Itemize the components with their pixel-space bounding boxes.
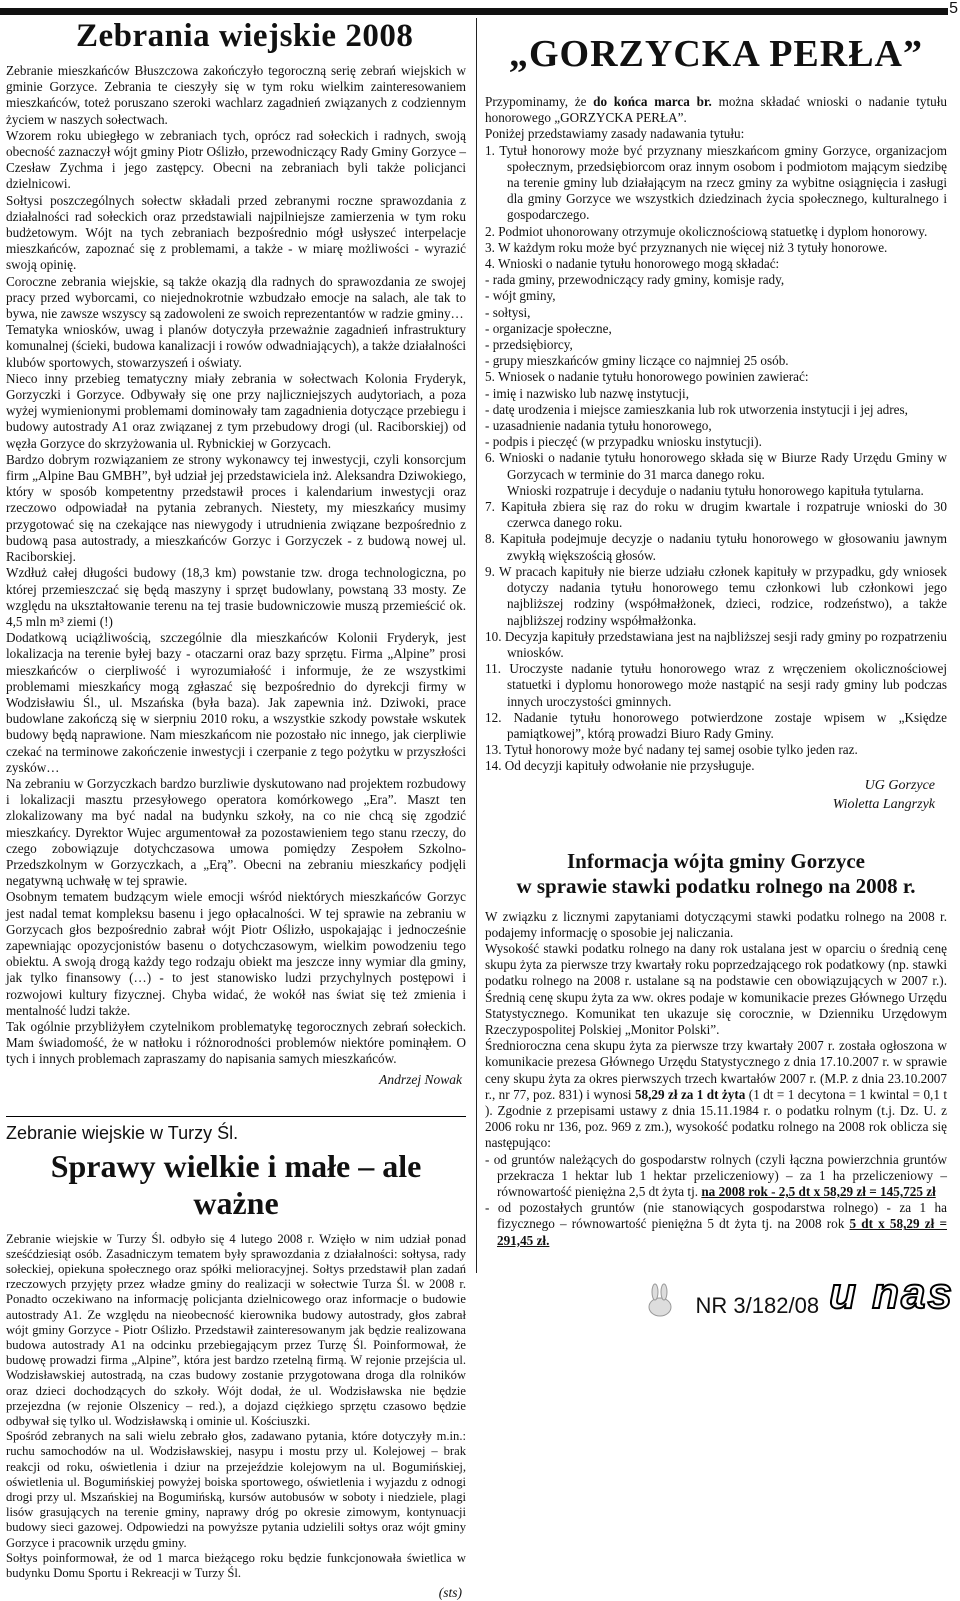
paragraph: Tematyka wniosków, uwag i planów dotyczyła przeważnie zagadnień infrastruktury komunalnej (ścieki, budowa kanalizacji i rowów odwadniających), a także działalności klubów sportowych, stowarzyszeń i oświaty. — [6, 322, 466, 370]
paragraph: Nieco inny przebieg tematyczny miały zebrania w sołectwach Kolonia Fryderyk, Gorzyczki i Gorzyce. Odbywały się one przy najliczniejszych audytoriach, a poza wyżej wymienionymi problemami dominowały tam zagadnienia dotyczące przebiegu i budowy autostrady A1 oraz związanej z tym przebudowy drogi (ul. Raciborskiej) od węzła Gorzyce do skrzyżowania ul. Rybnickiej w Gorzycach. — [6, 370, 466, 451]
section-kicker: Zebranie wiejskie w Turzy Śl. — [6, 1116, 466, 1144]
rule-item: 9. W pracach kapituły nie bierze udziału członek kapituły w przypadku, gdy wniosek dotyczy nadania tytułu honorowego temu członkowi lub członkowi jego najbliższej rodziny (współmałżonek, dzieci, rodzice, rodzeństwo), a także najbliższej rodziny współmałżonka. — [485, 563, 947, 628]
perla-signature-1: UG Gorzyce — [864, 777, 935, 793]
publication-logo: u nas — [829, 1269, 954, 1318]
tax-list — [485, 1152, 947, 1249]
paragraph: Średniorocznа cena skupu żyta za pierwsze trzy kwartały 2007 r. została ogłoszona w komunikacie prezesa Głównego Urzędu Statystycznego z dnia 17.10.2007 r. w sprawie ceny skupu żyta za okres pierwszych trzech kwartałów 2007 r. (M.P. z dnia 23.10.2007 r., nr 77, poz. 831) i wynosi 58,29 zł za 1 dt żyta (1 dt = 1 decytona = 1 kwintal = 0,1 t ). Zgodnie z przepisami ustawy z dnia 15.11.1984 r. o podatku rolnym (t.j. Dz. U. z 2006 roku nr 136, poz. 969 z zm.), wysokość podatku rolnego na 2008 rok oblicza się następująco: — [485, 1038, 948, 1151]
article-body — [6, 63, 466, 1068]
paragraph: Sołtys poinformował, że od 1 marca bieżącego roku będzie funkcjonowała świetlica w budynku Domu Sportu i Rekreacji w Turzy Śl. — [6, 1550, 466, 1581]
rule-item: - organizacje społeczne, — [485, 320, 612, 336]
rule-item: - przedsiębiorcy, — [485, 337, 573, 353]
info-title — [485, 849, 947, 899]
rule-item: - podpis i pieczęć (w przypadku wniosku instytucji). — [485, 434, 762, 450]
info-title-line-2: w sprawie stawki podatku rolnego na 2008 r. — [516, 873, 916, 898]
rule-item: 14. Od decyzji kapituły odwołanie nie przysługuje. — [485, 758, 755, 774]
tax-body — [485, 909, 947, 1249]
rule-item: 12. Nadanie tytułu honorowego potwierdzone zostaje wpisem w „Księdze pamiątkowej”, którą prowadzi Biuro Rady Gminy. — [485, 709, 947, 741]
right-column — [485, 18, 947, 1249]
rule-item: - sołtysi, — [485, 304, 531, 320]
page-number: 5 — [949, 0, 958, 17]
article-title: Zebrania wiejskie 2008 — [76, 18, 414, 54]
issue-number: NR 3/182/08 — [695, 1293, 820, 1318]
rule-item: - uzasadnienie nadania tytułu honorowego, — [485, 418, 712, 434]
left-column — [6, 18, 466, 1601]
perla-title: „GORZYCKA PERŁA” — [509, 33, 923, 75]
rule-item: - rada gminy, przewodniczący rady gminy, komisje rady, — [485, 272, 785, 288]
paragraph: Zebranie wiejskie w Turzy Śl. odbyło się 4 lutego 2008 r. Wzięło w nim udział ponad sześćdziesiąt osób. Zasadniczym tematem były sprawozdania z działalności: sołtysa, rady sołeckiej, opiekuna społecznego oraz spółki melioracyjnej. Sołtys przedstawił plan zadań rzeczowych przyjęty przez władze gminy do realizacji w sołectwie Turza Śl. w 2008 r. Ponadto oczekiwano na informację policjanta dzielnicowego oraz informacje o budowie autostrady A1. Ze względu na nieobecność kierownika budowy autostrady, głos zabrał wójt gminy Gorzyce - Piotr Oślizło. Przedstawił zainteresowanym jak będzie realizowana budowa autostrady A1 na odcinku przebiegającym przez Turzę Śl. Poinformował, że budowę prowadzi firma „Alpine”, która jest bardzo rzetelną firmą. W rejonie przejścia ul. Wodzisławskiej autostradą, na czas budowy zostanie przygotowana droga dla rolników oraz dzieci dochodzących do szkoły. Wójt dodał, że ul. Wodzisławska nie będzie przejezdna (w rejonie Olszenicy – red.), a dojazd ciężkiego sprzętu czasowo będzie odbywał się tylko ul. Wodzisławską i ominie ul. Kościuszki. — [6, 1231, 466, 1429]
paragraph: Wzorem roku ubiegłego w zebraniach tych, oprócz rad sołeckich i radnych, swoją obecność zaznaczył wójt gminy Piotr Oślizło, przewodniczący Rady Gminy Gorzyce – Czesław Zychma i jego zastępcy. Obecni na zebraniach byli także policjanci dzielnicowi. — [6, 127, 466, 192]
page-footer — [696, 1269, 954, 1319]
rule-item: Wnioski rozpatruje i decyduje o nadaniu tytułu honorowego kapituła tytularna. — [507, 482, 924, 498]
rule-item: 8. Kapituła podejmuje decyzje o nadaniu tytułu honorowego w głosowaniu jawnym zwykłą większością głosów. — [485, 531, 947, 563]
perla-signature-2: Wioletta Langrzyk — [832, 796, 935, 812]
section-title: Sprawy wielkie i małe – ale ważne — [50, 1147, 422, 1221]
rule-item: - wójt gminy, — [485, 288, 556, 304]
paragraph: W związku z licznymi zapytaniami dotyczącymi stawki podatku rolnego na 2008 r. podajemy informację o sposobie jej naliczania. — [485, 908, 947, 940]
list-item: - od gruntów należących do gospodarstw rolnych (czyli łączna powierzchnia gruntów przekracza 1 hektar lub 1 hektar przeliczeniowy) – za 1 ha przeliczeniowy – równowartość pieniężna 2,5 dt żyta tj. na 2008 rok - 2,5 dt x 58,29 zł = 145,725 zł — [485, 1151, 947, 1199]
rule-item: 13. Tytuł honorowy może być nadany tej samej osobie tylko jeden raz. — [485, 742, 858, 758]
rule-item: 7. Kapituła zbiera się raz do roku w drugim kwartale i rozpatruje wnioski do 30 czerwca danego roku. — [485, 499, 947, 531]
section-body — [6, 1232, 466, 1582]
section-author: (sts) — [438, 1585, 462, 1601]
rules-list — [485, 143, 947, 775]
paragraph: Dodatkową uciążliwością, szczególnie dla mieszkańców Kolonii Fryderyk, jest lokalizacja na terenie byłej bazy - otaczarni oraz bazy sprzętu. Firma „Alpine” prosi mieszkańców o cierpliwość i wyrozumiałość i informuje, że ze wszystkimi problemami mieszkańcy mogą zgłaszać się bezpośrednio do dyrekcji firmy w Wodzisławiu Śl., ul. Mszańska (była baza). Jak zapewnia inż. Dziwoki, prace budowlane zakończą się w sierpniu 2010 roku, a wszystkie szkody powstałe wskutek budowy będą naprawione. Nam mieszkańcom nie pozostało nic innego, jak cierpliwie czekać na terminowe zakończenie inwestycji i czerpanie z tego pożytku w przyszłości zysków… — [6, 630, 466, 775]
paragraph: Spośród zebranych na sali wielu zebrało głos, zadawano pytania, które dotyczyły m.in.: ruchu samochodów na ul. Wodzisławskiej, nasypu i mostu przy ul. Kolejowej – brak reakcji od roku, oświetlenia i dziur na przejeździe kolejowym na ul. Bogumińskiej, oświetlenia ul. Bogumińskiej powyżej boiska sportowego, oświetlenia i wyjazdu z odnogi drogi przy ul. Mszańskiej na Bogumińską, kursów autobusów w soboty i niedziele, plagi lisów grasujących na terenie gminy, naprawy dróg po okresie zimowym, kontynuacji budowy sieci gazowej. Odpowiedzi na powyższe pytania udzielili sołtys oraz wójt gminy Gorzyce i pracownik urzędu gminy. — [6, 1429, 466, 1550]
rule-item: 2. Podmiot uhonorowany otrzymuje okolicznościową statuetkę i dyplom honorowy. — [485, 223, 928, 239]
rule-item: 10. Decyzja kapituły przedstawiana jest na najbliższej sesji rady gminy po rozpatrzeniu wniosków. — [485, 628, 947, 660]
rule-item: - datę urodzenia i miejsce zamieszkania lub rok utworzenia instytucji i jej adres, — [485, 401, 908, 417]
perla-intro: Przypominamy, że do końca marca br. można składać wnioski o nadanie tytułu honorowego „GORZYCKA PERŁA”. — [485, 94, 947, 126]
paragraph: Bardzo dobrym rozwiązaniem ze strony wykonawcy tej inwestycji, czyli konsorcjum firm „Alpine Bau GMBH”, był udział jej przedstawiciela inż. Aleksandra Dziwokiego, który w sposób kompetentny przedstawił proces i kalendarium inwestycji oraz rzeczowo odpowiadał na pytania zebranych. Niestety, my mieszkańcy musimy przygotować się na czekające nas niewygody i utrudnienia związane bezpośrednio z budową pasa autostrady, a mieszkańców Gorzyc i Gorzyczek - z budową nowej ul. Raciborskiej. — [6, 451, 466, 565]
rabbit-logo-icon — [640, 1283, 680, 1319]
rule-item: 11. Uroczyste nadanie tytułu honorowego wraz z wręczeniem okolicznościowej statuetki i dyplomu honorowego może nastąpić na sesji rady gminy lub podczas innych uroczystości gminnych. — [485, 661, 947, 709]
rule-item: 6. Wnioski o nadanie tytułu honorowego składa się w Biurze Rady Urzędu Gminy w Gorzycach w terminie do 31 marca danego roku. — [485, 450, 947, 482]
paragraph: Sołtysi poszczególnych sołectw składali przed zebranymi roczne sprawozdania z działalności rad sołeckich oraz przedstawiali najpilniejsze zamierzenia w tym roku budżetowym. Wójt na tych zebraniach bezpośrednio mógł usłyszeć interpelacje mieszkańców, zapoznać się z problemami, a także - w miarę możliwości - wyrazić swoją opinię. — [6, 192, 466, 273]
rule-item: - grupy mieszkańców gminy liczące co najmniej 25 osób. — [485, 353, 789, 369]
rule-item: 5. Wniosek o nadanie tytułu honorowego powinien zawierać: — [485, 369, 809, 385]
top-rule — [0, 8, 948, 15]
paragraph: Wysokość stawki podatku rolnego na dany rok ustalana jest w oparciu o średnią cenę skupu żyta za pierwsze trzy kwartały roku poprzedzającego rok podatkowy (np. stawki podatku rolnego na 2008 r. ustalane są na podstawie cen obowiązujących w 2007 r.). Średnią cenę skupu żyta za ww. okres podaje w komunikacie prezes Głównego Urzędu Statystycznego. Komunikat ten ukazuje się corocznie, w Dzienniku Urzędowym Rzeczypospolitej Polskiej „Monitor Polski”. — [485, 940, 947, 1037]
paragraph: Zebranie mieszkańców Błuszczowa zakończyło tegoroczną serię zebrań wiejskich w gminie Gorzyce. Zebrania te cieszyły się w tym roku wielkim zainteresowaniem mieszkańców, toteż poruszano szeroki wachlarz zagadnień związanych z codziennym życiem w naszych sołectwach. — [6, 63, 466, 127]
rule-item: 4. Wnioski o nadanie tytułu honorowego mogą składać: — [485, 256, 780, 272]
article-author: Andrzej Nowak — [379, 1071, 462, 1087]
rule-item: 3. W każdym roku może być przyznanych nie więcej niż 3 tytuły honorowe. — [485, 239, 888, 255]
paragraph: Wzdłuż całej długości budowy (18,3 km) powstanie tzw. droga technologiczna, po której przemieszczać się będą maszyny i sprzęt budowlany, powstaną 33 mosty. Ze względu na ukształtowanie terenu na tej trasie budowniczowie muszą przemieścić ok. 4,5 mln m³ ziemi (!) — [6, 565, 466, 629]
rule-item: - imię i nazwisko lub nazwę instytucji, — [485, 385, 689, 401]
rule-item: 1. Tytuł honorowy może być przyznany mieszkańcom gminy Gorzyce, organizacjom społecznym, przedsiębiorcom oraz innym osobom i podmiotom mającym siedzibę na terenie gminy lub działającym na rzecz gminy za wybitne osiągnięcia i zasługi dla gminy Gorzyce we wszystkich dziedzinach życia społecznego, kulturalnego i gospodarczego. — [485, 142, 947, 223]
paragraph: Osobnym tematem budzącym wiele emocji wśród niektórych mieszkańców Gorzyc jest nadal temat kompleksu basenu i jego opłacalności. W tej sprawie na zebraniu w Gorzycach głos bezpośrednio zabrał wójt Piotr Oślizło, uspokajając i jednocześnie zapewniając opozycjonistów basenu o dotychczasowym, wielkim powodzeniu tego obiektu. A swoją drogą każdy tego rodzaju obiekt ma jeszcze inny wymiar dla gminy, jak tylko finansowy (…) - to jest stanowisko ludzi przychylnych postępowi i rozwojowi kultury fizycznej. Chyba widać, że wokół nas świat się też zmienia i mentalność ludzi także. — [6, 889, 466, 1018]
column-divider — [476, 18, 477, 1273]
paragraph: Tak ogólnie przybliżyłem czytelnikom problematykę tegorocznych zebrań sołeckich. Mam świadomość, że w natłoku i różnorodności problemów niektóre pominąłem. O tych i innych problemach zapraszamy do napisania samych mieszkańców. — [6, 1018, 466, 1067]
paragraph: Coroczne zebrania wiejskie, są także okazją dla radnych do sprawozdania ze swojej pracy przed wyborcami, co niejednokrotnie wzbudzało emocje na salach, ale tak to bywa, nie zawsze wszyscy są zadowoleni ze swoich reprezentantów w radzie gminy… — [6, 273, 466, 322]
paragraph: Na zebraniu w Gorzyczkach bardzo burzliwie dyskutowano nad projektem rozbudowy i lokalizacji masztu przesyłowego operatora komórkowego „Era”. Maszt ten zlokalizowany ma być nadal na budynku szkoły, na co nie chcą się zgodzić mieszkańcy. Dyrektor Wujec argumentował za pozostawieniem tego stanu rzeczy, do czego zobowiązuje dotychczasowa umowa pomiędzy Zespołem Szkolno-Przedszkolnym w Gorzyczkach, a „Erą”. Obecni na zebraniu mieszkańcy podjęli negatywną uchwałę w tej sprawie. — [6, 775, 466, 889]
perla-intro-2: Poniżej przedstawiamy zasady nadawania tytułu: — [485, 126, 745, 142]
info-title-line-1: Informacja wójta gminy Gorzyce — [567, 848, 865, 873]
list-item: - od pozostałych gruntów (nie stanowiących gospodarstwa rolnego) - za 1 ha fizycznego – równowartość pieniężna 5 dt żyta tj. na 2008 rok 5 dt x 58,29 zł = 291,45 zł. — [485, 1200, 947, 1248]
